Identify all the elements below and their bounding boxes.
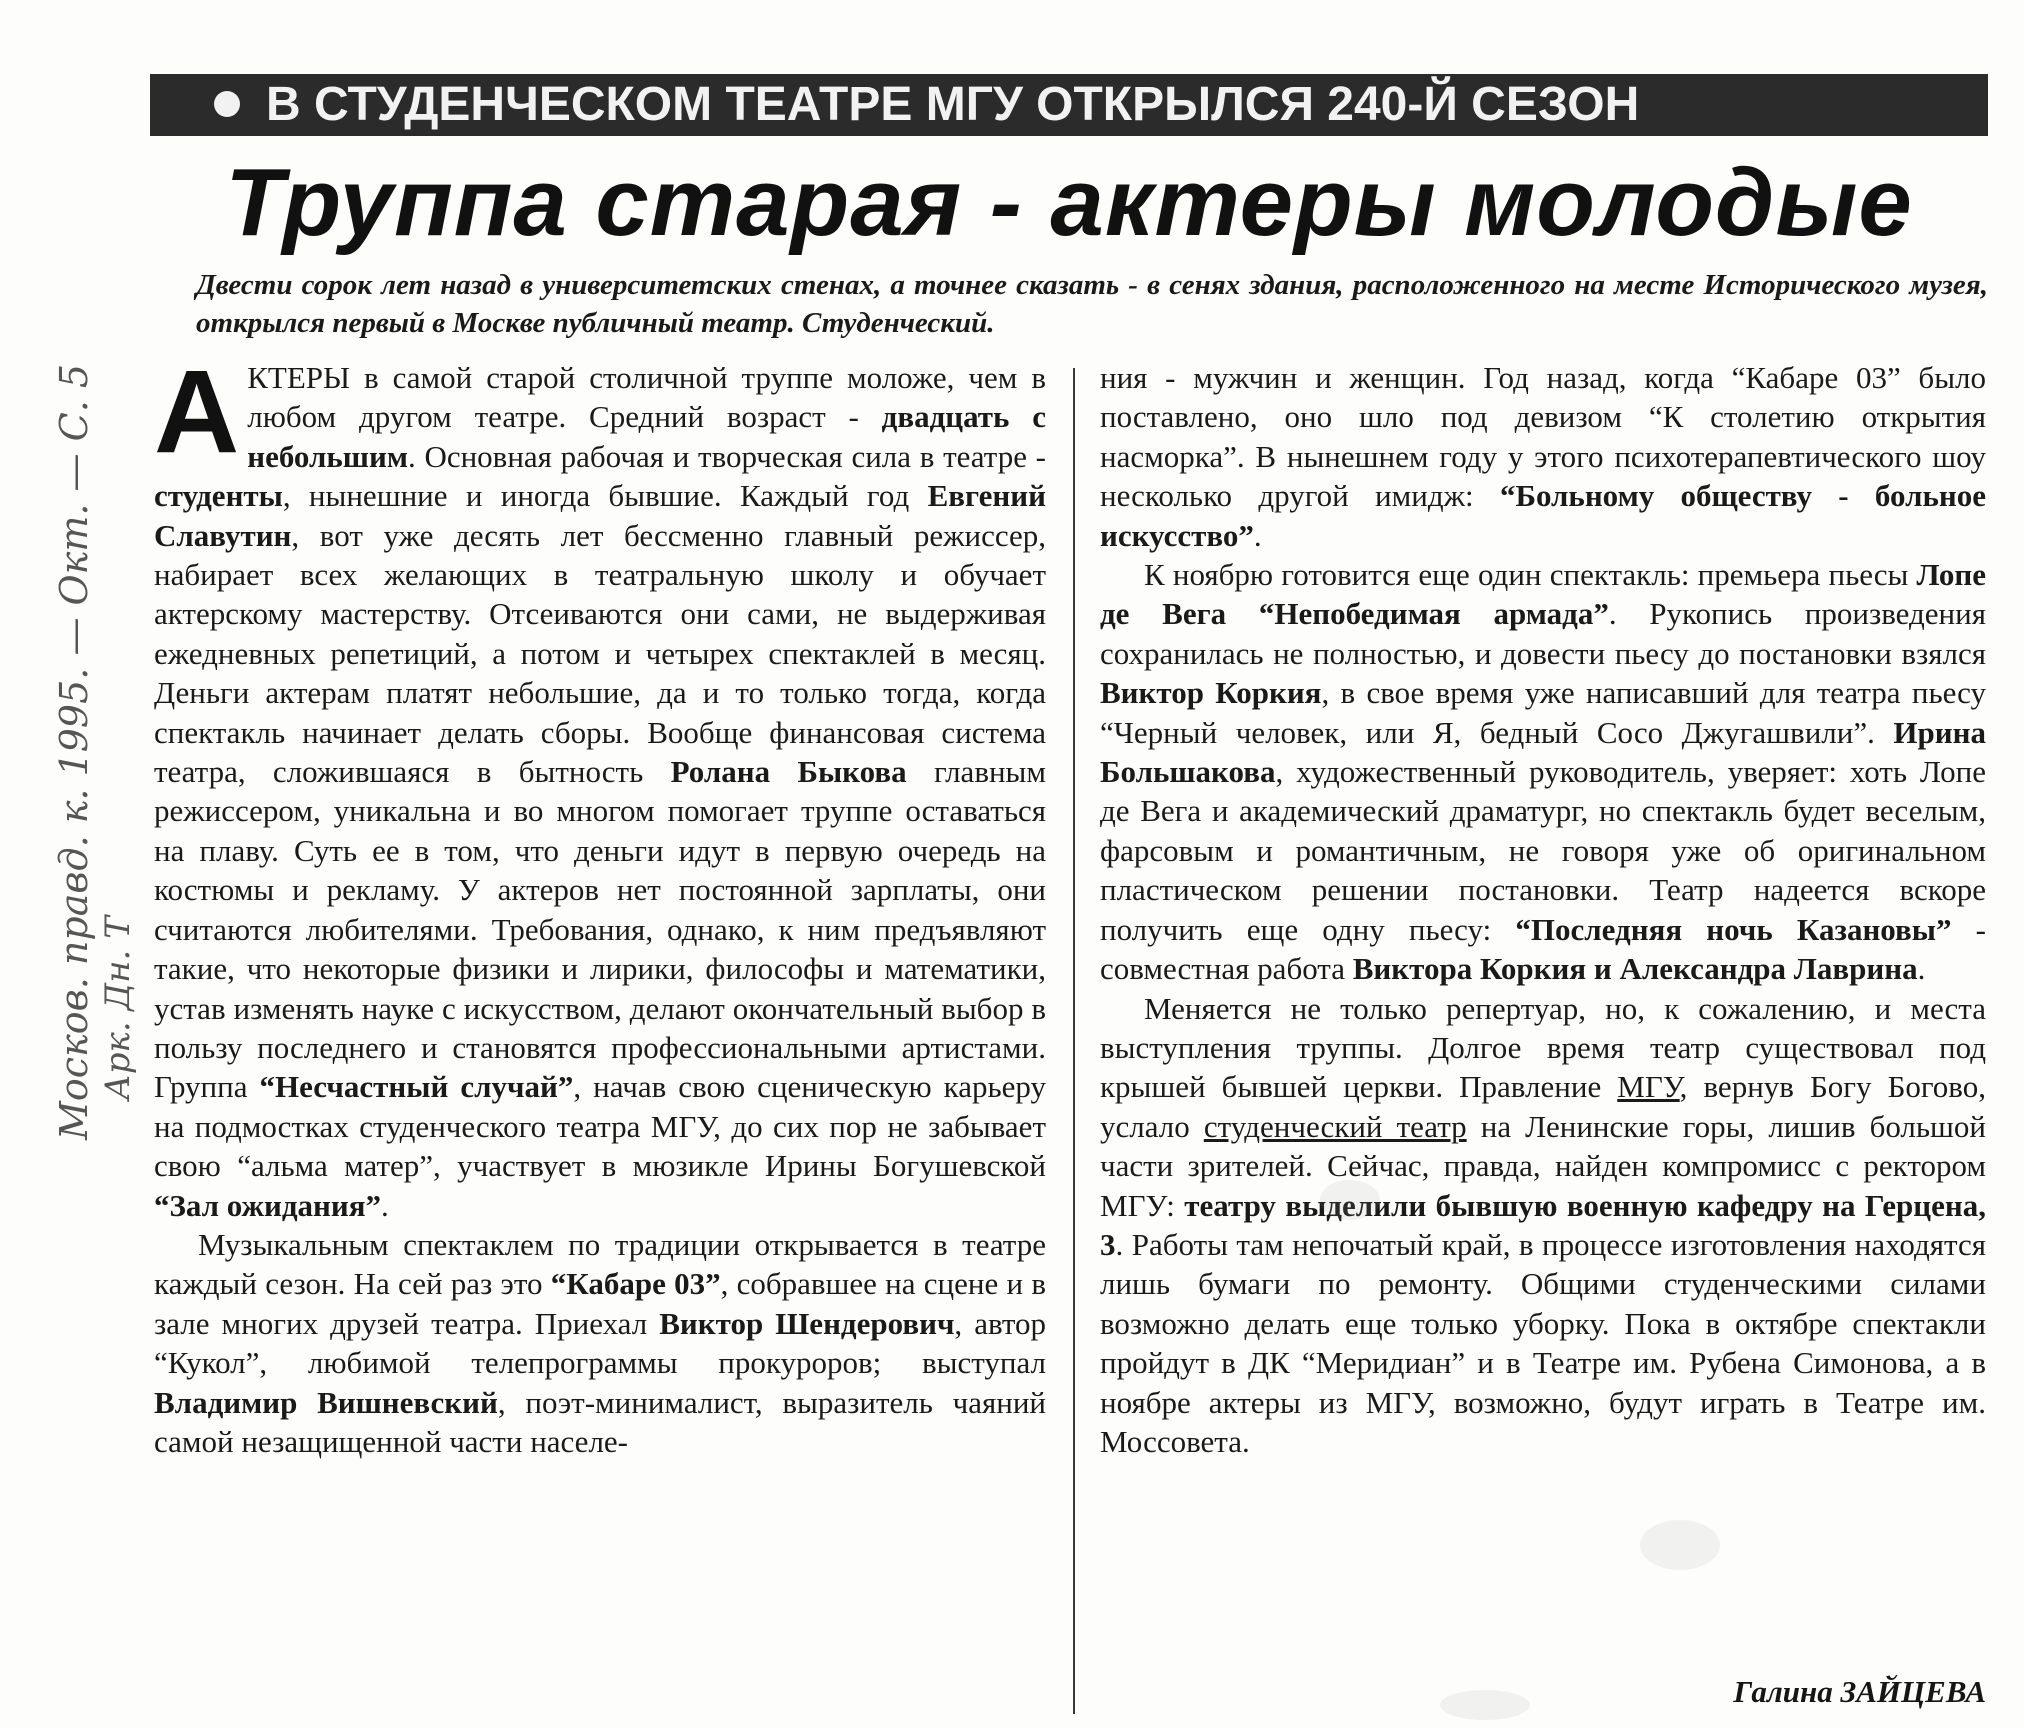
bold-text-run: “Зал ожидания” bbox=[154, 1187, 382, 1223]
text-run: , вот уже десять лет бессменно главный режиссер, набирает всех желающих в театральную школу и обучает актерскому мастерству. Отсеиваются они сами, не выдерживая ежедневных репетиций, а потом и четырех спектаклей в месяц. Деньги актерам платят небольшие, да и то только тогда, когда спектакль начинает делать сборы. Вообще финансовая система театра, сложившаяся в бытность bbox=[154, 517, 1046, 790]
section-kicker-bar bbox=[150, 74, 1988, 136]
underlined-text-run: МГУ bbox=[1617, 1069, 1680, 1105]
text-run: , художественный руководитель, уверяет: хоть Лопе де Вега и академический драматург, но спектакль будет веселым, фарсовым и романтичным, не говоря уже об оригинальном пластическом решении постановки. Театр надеется вскоре получить еще одну пьесу: bbox=[1100, 754, 1986, 947]
text-run: главным режиссером, уникальна и во многом помогает труппе оставаться на плаву. Суть ее в том, что деньги идут в первую очередь на костюмы и рекламу. У актеров нет постоянной зарплаты, они считаются любителями. Требования, однако, к ним предъявляют такие, что некоторые физики и лирики, философы и математики, устав изменять науке с искусством, делают окончательный выбор в пользу последнего и становятся профессиональными артистами. Группа bbox=[154, 754, 1046, 1105]
bold-text-run: “Кабаре 03” bbox=[550, 1266, 721, 1302]
article-column-left bbox=[154, 346, 1047, 1461]
text-run: . bbox=[1253, 517, 1262, 553]
text-run: , нынешние и иногда бывшие. Каждый год bbox=[282, 478, 928, 514]
text-run: К ноябрю готовится еще один спектакль: премьера пьесы bbox=[1144, 557, 1917, 593]
bold-text-run: Евгений Славутин bbox=[154, 478, 1046, 553]
text-run: ния - мужчин и женщин. Год назад, когда “Кабаре 03” было поставлено, оно шло под девизом “К столетию открытия насморка”. В нынешнем году у этого психотерапевтического шоу несколько другой имидж: bbox=[1100, 360, 1986, 514]
text-run: на Ленинские горы, лишив большой части зрителей. Сейчас, правда, найден компромисс с ректором МГУ: bbox=[1100, 1108, 1986, 1223]
bold-text-run: “Последняя ночь Казановы” bbox=[1515, 911, 1952, 947]
article-paragraph bbox=[1100, 555, 1986, 988]
author-byline: Галина ЗАЙЦЕВА bbox=[1733, 1674, 1986, 1709]
text-run: . bbox=[381, 1187, 389, 1223]
bold-text-run: студенты bbox=[154, 478, 283, 514]
article-paragraph bbox=[1100, 989, 1986, 1462]
bold-text-run: Виктор Шендерович bbox=[659, 1305, 955, 1341]
text-run: , собравшее на сцене и в зале многих друзей театра. Приехал bbox=[154, 1266, 1046, 1341]
bold-text-run: Лопе де Вега “Непобедимая армада” bbox=[1100, 557, 1986, 632]
article-paragraph bbox=[1100, 358, 1986, 555]
bullet-icon bbox=[214, 91, 240, 117]
text-run: , поэт-минималист, выразитель чаяний самой незащищенной части населе- bbox=[154, 1384, 1047, 1459]
text-run: , автор “Кукол”, любимой телепрограммы прокуроров; выступал bbox=[154, 1305, 1046, 1381]
text-run: . bbox=[1917, 951, 1926, 987]
bold-text-run: Виктор Коркия bbox=[1100, 675, 1322, 711]
text-run: . Рукопись произведения сохранилась не полностью, и довести пьесу до постановки взялся bbox=[1100, 596, 1986, 671]
article-lead: Двести сорок лет назад в университетских стенах, а точнее сказать - в сенях здания, расположенного на месте Исторического музея, открылся первый в Москве публичный театр. Студенческий. bbox=[196, 269, 1988, 339]
handwritten-note-line: Арк. Дн. Т bbox=[98, 916, 138, 1100]
scan-noise bbox=[1320, 1180, 1380, 1220]
article-paragraph bbox=[154, 346, 1047, 1225]
handwritten-margin-note bbox=[52, 140, 138, 1140]
bold-text-run: Владимир Вишневский bbox=[154, 1384, 498, 1420]
text-run: , вернув Богу Богово, услало bbox=[1100, 1069, 1986, 1144]
bold-text-run: “Несчастный случай” bbox=[259, 1069, 574, 1105]
bold-text-run: театру выделили бывшую военную кафедру на Герцена, 3 bbox=[1100, 1187, 1986, 1262]
bold-text-run: Ролана Быкова bbox=[670, 754, 907, 790]
text-run: Меняется не только репертуар, но, к сожалению, и места выступления труппы. Долгое время театр существовал под крышей бывшей церкви. Правление bbox=[1100, 990, 1986, 1105]
text-run: . Работы там непочатый край, в процессе изготовления находятся лишь бумаги по ремонту. Общими студенческими силами возможно делать еще только уборку. Пока в октябре спектакли пройдут в ДК “Меридиан” и в Театре им. Рубена Симонова, а в ноябре актеры из МГУ, возможно, будут играть в Театре им. Моссовета. bbox=[1100, 1226, 1986, 1459]
article-column-right bbox=[1100, 358, 1986, 1461]
text-run: - совместная работа bbox=[1100, 911, 1986, 987]
underlined-text-run: студенческий театр bbox=[1203, 1108, 1467, 1144]
bold-text-run: Виктора Коркия и Александра Лаврина bbox=[1352, 951, 1918, 987]
bold-text-run: Ирина Большакова bbox=[1100, 714, 1986, 790]
text-run: , в свое время уже написавший для театра пьесу “Черный человек, или Я, бедный Сосо Джугашвили”. bbox=[1100, 675, 1986, 750]
drop-cap: А bbox=[154, 346, 240, 478]
article-headline: Труппа старая - актеры молодые bbox=[225, 149, 1913, 256]
article-paragraph bbox=[154, 1225, 1046, 1461]
scan-noise bbox=[1440, 1690, 1530, 1720]
handwritten-note-line: Москов. правд. к. 1995. — Окт. — С. 5 bbox=[52, 363, 96, 1140]
kicker-text: В СТУДЕНЧЕСКОМ ТЕАТРЕ МГУ ОТКРЫЛСЯ 240-Й СЕЗОН bbox=[266, 78, 1640, 131]
text-run: Музыкальным спектаклем по традиции открывается в театре каждый сезон. На сей раз это bbox=[154, 1226, 1046, 1302]
scan-noise bbox=[1640, 1520, 1720, 1570]
text-run: КТЕРЫ в самой старой столичной труппе моложе, чем в любом другом театре. Средний возраст - bbox=[247, 360, 1046, 435]
bold-text-run: двадцать с небольшим bbox=[247, 399, 1047, 474]
column-divider bbox=[1073, 368, 1075, 1714]
text-run: . Основная рабочая и творческая сила в театре - bbox=[407, 438, 1046, 474]
text-run: , начав свою сценическую карьеру на подмостках студенческого театра МГУ, до сих пор не забывает свою “альма матер”, участвует в мюзикле Ирины Богушевской bbox=[154, 1069, 1047, 1184]
bold-text-run: “Больному обществу - больное искусство” bbox=[1100, 478, 1986, 553]
